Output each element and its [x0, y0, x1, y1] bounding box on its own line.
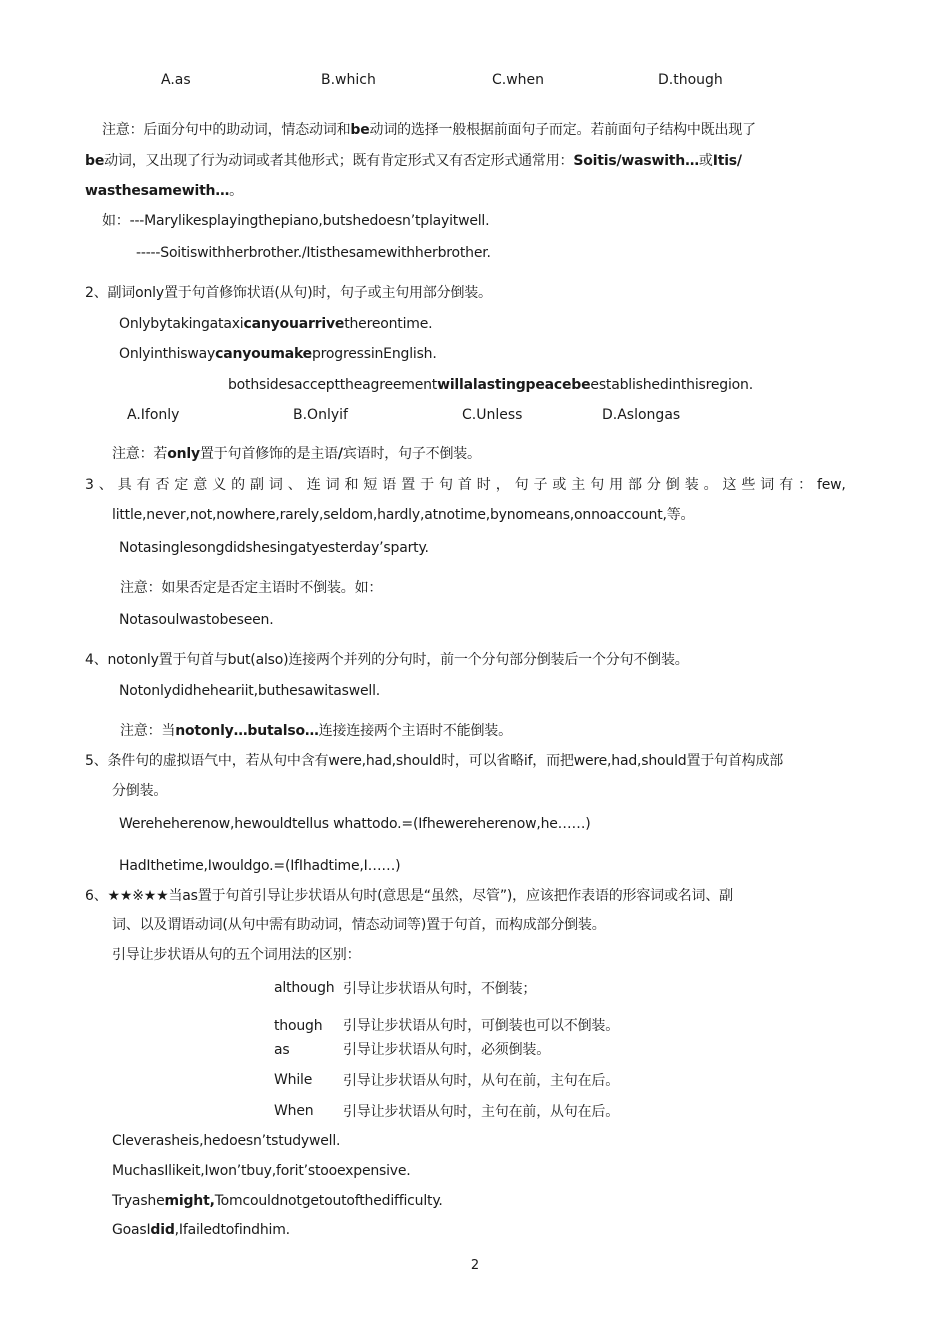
section-5-title-line-1: 5、条件句的虚拟语气中，若从句中含有were,had,should时，可以省略if，而把were,had,should置于句首构成部	[85, 753, 784, 769]
page-number: 2	[470, 1258, 480, 1273]
section-4-title: 4、notonly置于句首与but(also)连接两个并列的分句时，前一个分句部分倒装后一个分句不倒装。	[85, 652, 689, 668]
option-d: D.though	[658, 72, 723, 88]
table-row-word: though	[274, 1018, 323, 1034]
section-2-title: 2、副词only置于句首修饰状语(从句)时，句子或主句用部分倒装。	[85, 285, 492, 301]
section-3-note: 注意：如果否定是否定主语时不倒装。如：	[120, 580, 383, 596]
section-5-example-2: HadIthetime,Iwouldgo.=(IfIhadtime,I……)	[119, 858, 401, 874]
table-row-desc: 引导让步状语从句时，不倒装；	[343, 981, 537, 997]
section-6-example-3: Tryashemight,Tomcouldnotgetoutofthedifficulty.	[112, 1193, 443, 1209]
section-6-example-4: GoasIdid,Ifailedtofindhim.	[112, 1222, 290, 1238]
table-row-word: While	[274, 1072, 313, 1088]
section-2-example-3: bothsidesaccepttheagreementwillalastingpeacebeestablishedinthisregion.	[228, 377, 753, 393]
table-row-desc: 引导让步状语从句时，从句在前，主句在后。	[343, 1073, 619, 1089]
section-6-example-2: MuchasIlikeit,Iwon’tbuy,forit’stooexpensive.	[112, 1163, 411, 1179]
table-row-word: although	[274, 980, 335, 996]
note-1-example-2: -----Soitiswithherbrother./Itisthesamewithherbrother.	[136, 245, 491, 261]
option-a: A.as	[161, 72, 191, 88]
note-1-example-1: 如：---Marylikesplayingthepiano,butshedoesn’tplayitwell.	[102, 213, 490, 229]
option-c: C.when	[492, 72, 545, 88]
option-b: B.which	[321, 72, 376, 88]
section-2-example-1: Onlybytakingataxicanyouarrivethereontime.	[119, 316, 433, 332]
section-6-title-line-1: 6、★★※★★当as置于句首引导让步状语从句时(意思是“虽然，尽管”)，应该把作表语的形容词或名词、副	[85, 888, 733, 904]
section-2-option-b: B.Onlyif	[293, 407, 348, 423]
section-6-subtitle: 引导让步状语从句的五个词用法的区别：	[112, 947, 361, 963]
section-5-title-line-2: 分倒装。	[112, 783, 168, 799]
section-2-option-d: D.Aslongas	[602, 407, 681, 423]
table-row-word: When	[274, 1103, 314, 1119]
section-3-title-line-2: little,never,not,nowhere,rarely,seldom,hardly,atnotime,bynomeans,onnoaccount,等。	[112, 507, 695, 523]
note-1-line-1: 注意：后面分句中的助动词，情态动词和be动词的选择一般根据前面句子而定。若前面句子结构中既出现了	[102, 122, 756, 138]
section-6-example-1: Cleverasheis,hedoesn’tstudywell.	[112, 1133, 341, 1149]
section-4-example-1: Notonlydidheheariit,buthesawitaswell.	[119, 683, 381, 699]
section-3-example-2: Notasoulwastobeseen.	[119, 612, 274, 628]
section-3-title-line-1: 3、具有否定意义的副词、连词和短语置于句首时，句子或主句用部分倒装。这些词有：few,	[85, 477, 846, 493]
section-6-title-line-2: 词、以及谓语动词(从句中需有助动词，情态动词等)置于句首，而构成部分倒装。	[112, 917, 606, 933]
section-4-note: 注意：当notonly…butalso…连接连接两个主语时不能倒装。	[120, 723, 512, 739]
table-row-desc: 引导让步状语从句时，主句在前，从句在后。	[343, 1104, 619, 1120]
section-2-note: 注意：若only置于句首修饰的是主语/宾语时，句子不倒装。	[112, 446, 481, 462]
table-row-desc: 引导让步状语从句时，必须倒装。	[343, 1042, 550, 1058]
note-1-line-2: be动词，又出现了行为动词或者其他形式；既有肯定形式又有否定形式通常用：Soitis/waswith…或Itis/	[85, 153, 742, 169]
section-2-option-a: A.Ifonly	[127, 407, 180, 423]
section-3-example-1: Notasinglesongdidshesingatyesterday’sparty.	[119, 540, 429, 556]
table-row-word: as	[274, 1042, 290, 1058]
section-2-example-2: OnlyinthiswaycanyoumakeprogressinEnglish.	[119, 346, 437, 362]
table-row-desc: 引导让步状语从句时，可倒装也可以不倒装。	[343, 1018, 619, 1034]
section-5-example-1: Wereheherenow,hewouldtellus whattodo.=(Ifhewereherenow,he……)	[119, 816, 591, 832]
note-1-line-3: wasthesamewith…。	[85, 183, 243, 199]
section-2-option-c: C.Unless	[462, 407, 523, 423]
